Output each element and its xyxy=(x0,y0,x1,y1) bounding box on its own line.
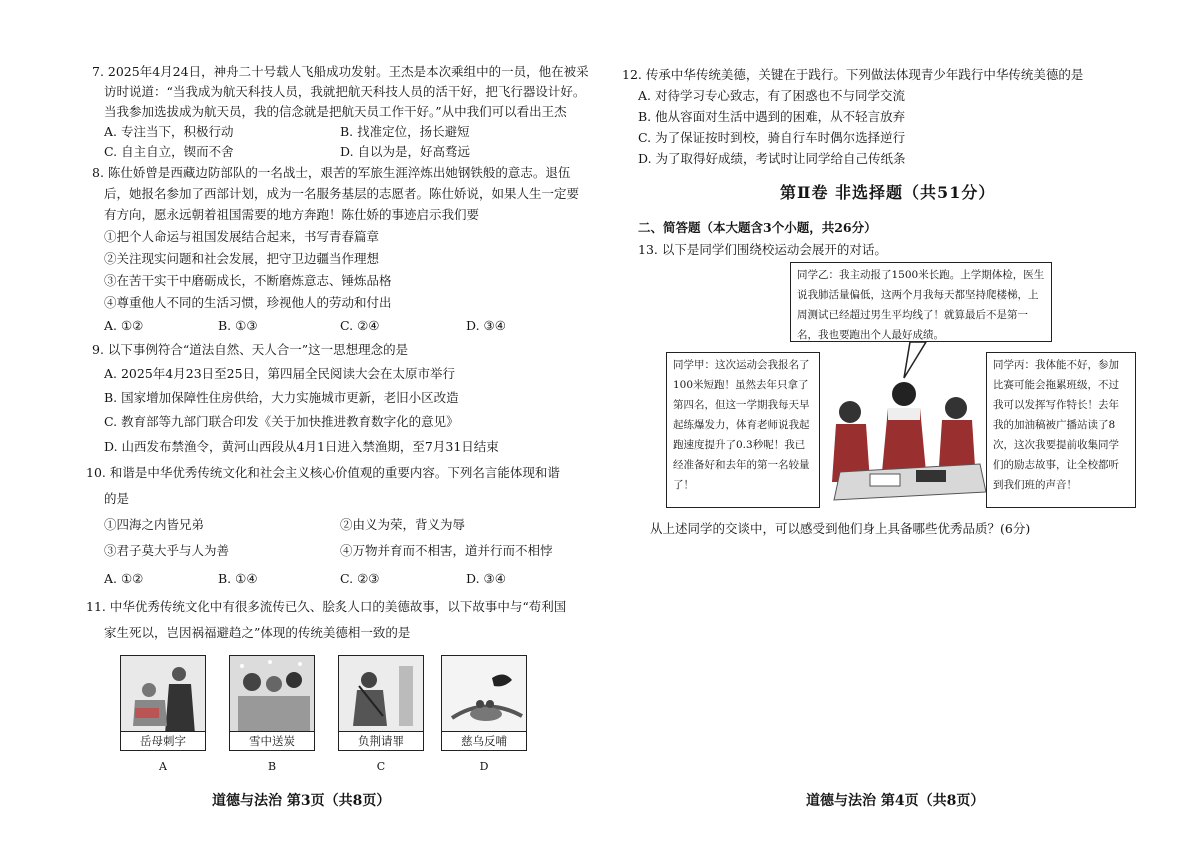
q8-item-2: ②关注现实问题和社会发展，把守卫边疆当作理想 xyxy=(104,251,380,266)
left-footer: 道德与法治 第3页（共8页） xyxy=(212,793,391,809)
q8-item-3: ③在苦干实干中磨砺成长，不断磨炼意志、锤炼品格 xyxy=(104,273,392,288)
q7-option-a: A. 专注当下，积极行动 xyxy=(104,124,234,139)
q7-option-c: C. 自主自立，锲而不舍 xyxy=(104,144,234,159)
q13-question: 从上述同学的交谈中，可以感受到他们身上具备哪些优秀品质？(6分) xyxy=(650,521,1031,536)
q10-line-2: 的是 xyxy=(104,491,130,506)
picture-d-caption: 慈乌反哺 xyxy=(442,731,526,750)
q10-option-d: D. ③④ xyxy=(466,571,506,586)
picture-a-caption: 岳母刺字 xyxy=(121,731,205,750)
q11-line-2: 家生死以，岂因祸福避趋之”体现的传统美德相一致的是 xyxy=(104,625,411,640)
q8-option-d: D. ③④ xyxy=(466,318,506,333)
q9-option-b: B. 国家增加保障性住房供给，大力实施城市更新，老旧小区改造 xyxy=(104,390,459,405)
picture-a xyxy=(120,655,206,751)
q9-line-1: 9. 以下事例符合“道法自然、天人合一”这一思想理念的是 xyxy=(92,342,409,357)
q8-line-3: 有方向，愿永远朝着祖国需要的地方奔跑！陈仕娇的事迹启示我们要 xyxy=(104,207,480,222)
illustration-ciwu-fanbu xyxy=(442,656,527,734)
picture-c xyxy=(338,655,424,751)
picture-b-caption: 雪中送炭 xyxy=(230,731,314,750)
picture-d-letter: D xyxy=(479,760,489,773)
q9-option-a: A. 2025年4月23日至25日，第四届全民阅读大会在太原市举行 xyxy=(104,366,456,381)
q12-option-c: C. 为了保证按时到校，骑自行车时偶尔选择逆行 xyxy=(638,130,906,145)
illustration-yuemu-cizi xyxy=(121,656,206,734)
illustration-fujing-qingzui xyxy=(339,656,424,734)
q8-item-1: ①把个人命运与祖国发展结合起来，书写青春篇章 xyxy=(104,229,380,244)
picture-b xyxy=(229,655,315,751)
q8-option-c: C. ②④ xyxy=(340,318,380,333)
q12-option-a: A. 对待学习专心致志，有了困惑也不与同学交流 xyxy=(638,88,905,103)
q11-line-1: 11. 中华优秀传统文化中有很多流传已久、脍炙人口的美德故事，以下故事中与“苟利国 xyxy=(86,599,567,614)
q10-line-1: 10. 和谐是中华优秀传统文化和社会主义核心价值观的重要内容。下列名言能体现和谐 xyxy=(86,465,560,480)
bubble-student-c: 同学丙：我体能不好，参加比赛可能会拖累班级，不过我可以发挥写作特长！去年我的加油稿被广播站读了8次，这次我要提前收集同学们的励志故事，让全校都听到我们班的声音！ xyxy=(986,352,1136,508)
bubble-student-a: 同学甲：这次运动会我报名了100米短跑！虽然去年只拿了第四名，但这一学期我每天早起练爆发力，体育老师说我起跑速度提升了0.3秒呢！我已经准备好和去年的第一名较量了！ xyxy=(666,352,820,508)
q9-option-d: D. 山西发布禁渔令，黄河山西段从4月1日进入禁渔期，至7月31日结束 xyxy=(104,439,499,454)
bubble-student-b: 同学乙：我主动报了1500米长跑。上学期体检，医生说我肺活量偏低，这两个月我每天都坚持爬楼梯，上周测试已经超过男生平均线了！就算最后不是第一名，我也要跑出个人最好成绩。 xyxy=(790,262,1052,342)
q7-line-2: 访时说道：“当我成为航天科技人员，我就把航天科技人员的活干好，把飞行器设计好。 xyxy=(104,84,586,99)
q10-item-3: ③君子莫大乎与人为善 xyxy=(104,543,230,558)
q10-item-4: ④万物并育而不相害，道并行而不相悖 xyxy=(340,543,553,558)
picture-c-caption: 负荆请罪 xyxy=(339,731,423,750)
picture-d xyxy=(441,655,527,751)
right-footer: 道德与法治 第4页（共8页） xyxy=(806,793,985,809)
q12-option-b: B. 他从容面对生活中遇到的困难，从不轻言放弃 xyxy=(638,109,906,124)
q12-line-1: 12. 传承中华传统美德，关键在于践行。下列做法体现青少年践行中华传统美德的是 xyxy=(622,67,1084,82)
q10-option-c: C. ②③ xyxy=(340,571,380,586)
q8-line-2: 后，她报名参加了西部计划，成为一名服务基层的志愿者。陈仕娇说，如果人生一定要 xyxy=(104,186,580,201)
q13-line: 13. 以下是同学们围绕校运动会展开的对话。 xyxy=(638,242,887,257)
q8-item-4: ④尊重他人不同的生活习惯，珍视他人的劳动和付出 xyxy=(104,295,392,310)
section-2-title: 第Ⅱ卷 非选择题（共51分） xyxy=(780,183,996,202)
q10-option-b: B. ①④ xyxy=(218,571,258,586)
q8-option-a: A. ①② xyxy=(104,318,144,333)
q10-option-a: A. ①② xyxy=(104,571,144,586)
q7-option-b: B. 找准定位，扬长避短 xyxy=(340,124,470,139)
picture-b-letter: B xyxy=(267,760,277,773)
q8-line-1: 8. 陈仕娇曾是西藏边防部队的一名战士，艰苦的军旅生涯淬炼出她钢铁般的意志。退伍 xyxy=(92,165,571,180)
q7-line-1: 7. 2025年4月24日，神舟二十号载人飞船成功发射。王杰是本次乘组中的一员，他在被采 xyxy=(92,64,589,79)
q9-option-c: C. 教育部等九部门联合印发《关于加快推进教育数字化的意见》 xyxy=(104,414,459,429)
q12-option-d: D. 为了取得好成绩，考试时让同学给自己传纸条 xyxy=(638,151,906,166)
q10-item-2: ②由义为荣，背义为辱 xyxy=(340,517,466,532)
picture-a-letter: A xyxy=(159,760,167,773)
q8-option-b: B. ①③ xyxy=(218,318,258,333)
q7-line-3: 当我参加选拔成为航天员，我的信念就是把航天员工作干好。”从中我们可以看出王杰 xyxy=(104,104,567,119)
q7-option-d: D. 自以为是，好高骛远 xyxy=(340,144,471,159)
q10-item-1: ①四海之内皆兄弟 xyxy=(104,517,205,532)
students-talking-illustration xyxy=(820,342,986,508)
illustration-xuezhong-songtan xyxy=(230,656,315,734)
picture-c-letter: C xyxy=(376,760,386,773)
right-page xyxy=(600,0,1200,849)
subsection-title: 二、简答题（本大题含3个小题，共26分） xyxy=(638,220,877,235)
